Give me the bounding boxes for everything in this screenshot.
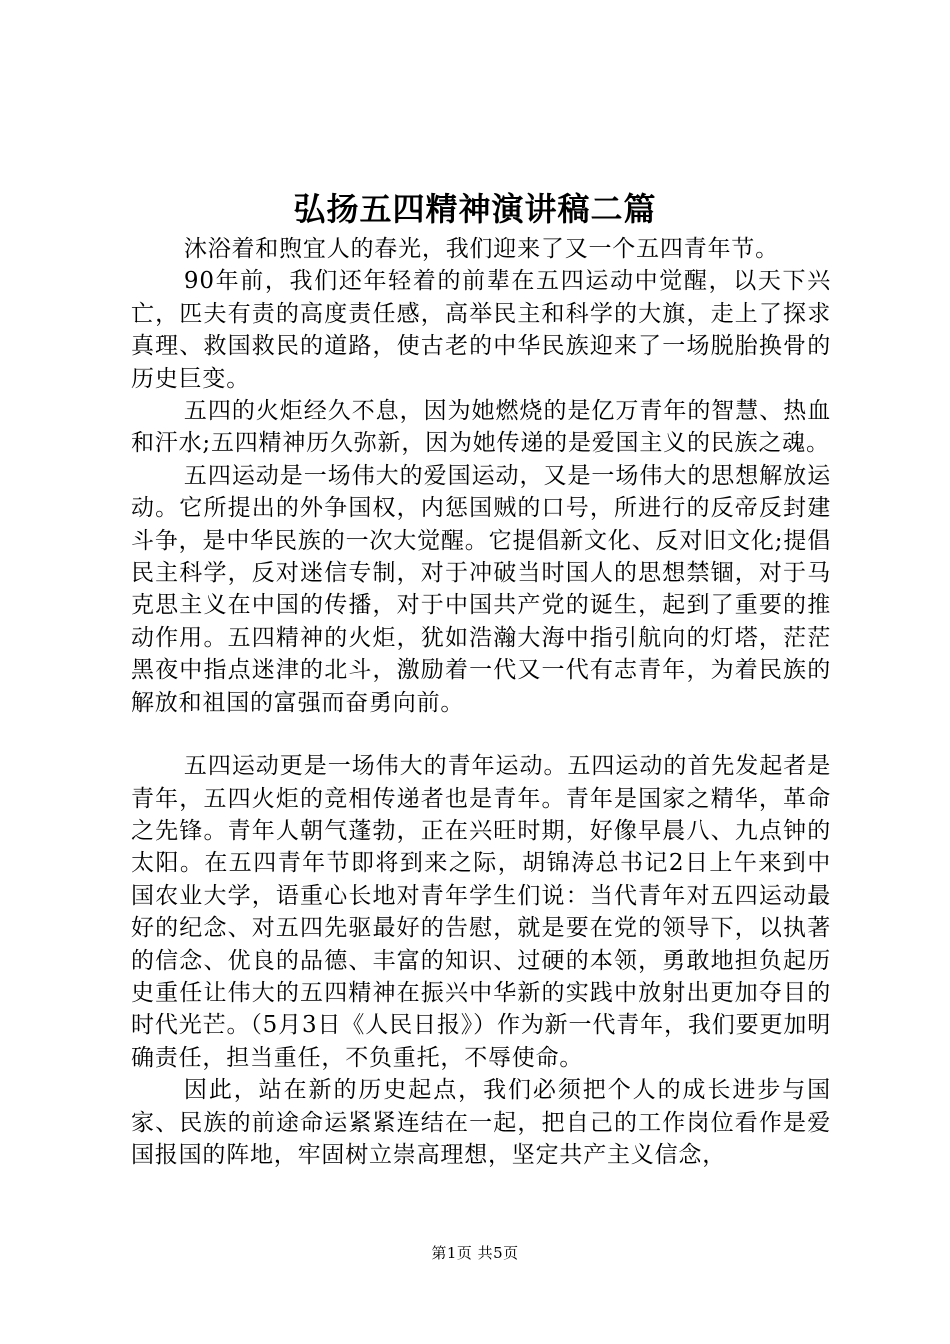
paragraph-6: 因此，站在新的历史起点，我们必须把个人的成长进步与国家、民族的前途命运紧紧连结在一起，把自己的工作岗位看作是爱国报国的阵地，牢固树立崇高理想，坚定共产主义信念， — [131, 1077, 831, 1168]
paragraph-2: 90年前，我们还年轻着的前辈在五四运动中觉醒，以天下兴亡，匹夫有责的高度责任感，高举民主和科学的大旗，走上了探求真理、救国救民的道路，使古老的中华民族迎来了一场脱胎换骨的历史巨变。 — [131, 268, 831, 392]
paragraph-1: 沐浴着和煦宜人的春光，我们迎来了又一个五四青年节。 — [183, 236, 779, 262]
paragraph-3: 五四的火炬经久不息，因为她燃烧的是亿万青年的智慧、热血和汗水;五四精神历久弥新，因为她传递的是爱国主义的民族之魂。 — [131, 398, 831, 457]
paragraph-4: 五四运动是一场伟大的爱国运动，又是一场伟大的思想解放运动。它所提出的外争国权，内惩国贼的口号，所进行的反帝反封建斗争，是中华民族的一次大觉醒。它提倡新文化、反对旧文化;提倡民主科学，反对迷信专制，对于冲破当时国人的思想禁锢，对于马克思主义在中国的传播，对于中国共产党的诞生，起到了重要的推动作用。五四精神的火炬，犹如浩瀚大海中指引航向的灯塔，茫茫黑夜中指点迷津的北斗，激励着一代又一代有志青年，为着民族的解放和祖国的富强而奋勇向前。 — [131, 462, 831, 716]
page-footer: 第1页 共5页 — [431, 1244, 519, 1262]
paragraph-5: 五四运动更是一场伟大的青年运动。五四运动的首先发起者是青年，五四火炬的竞相传递者也是青年。青年是国家之精华，革命之先锋。青年人朝气蓬勃，正在兴旺时期，好像早晨八、九点钟的太阳。在五四青年节即将到来之际，胡锦涛总书记2日上午来到中国农业大学，语重心长地对青年学生们说：当代青年对五四运动最好的纪念、对五四先驱最好的告慰，就是要在党的领导下，以执著的信念、优良的品德、丰富的知识、过硬的本领，勇敢地担负起历史重任让伟大的五四精神在振兴中华新的实践中放射出更加夺目的时代光芒。（5月3日《人民日报》）作为新一代青年，我们要更加明确责任，担当重任，不负重托，不辱使命。 — [131, 753, 831, 1071]
document-title: 弘扬五四精神演讲稿二篇 — [293, 190, 657, 228]
document-body — [131, 233, 831, 1171]
